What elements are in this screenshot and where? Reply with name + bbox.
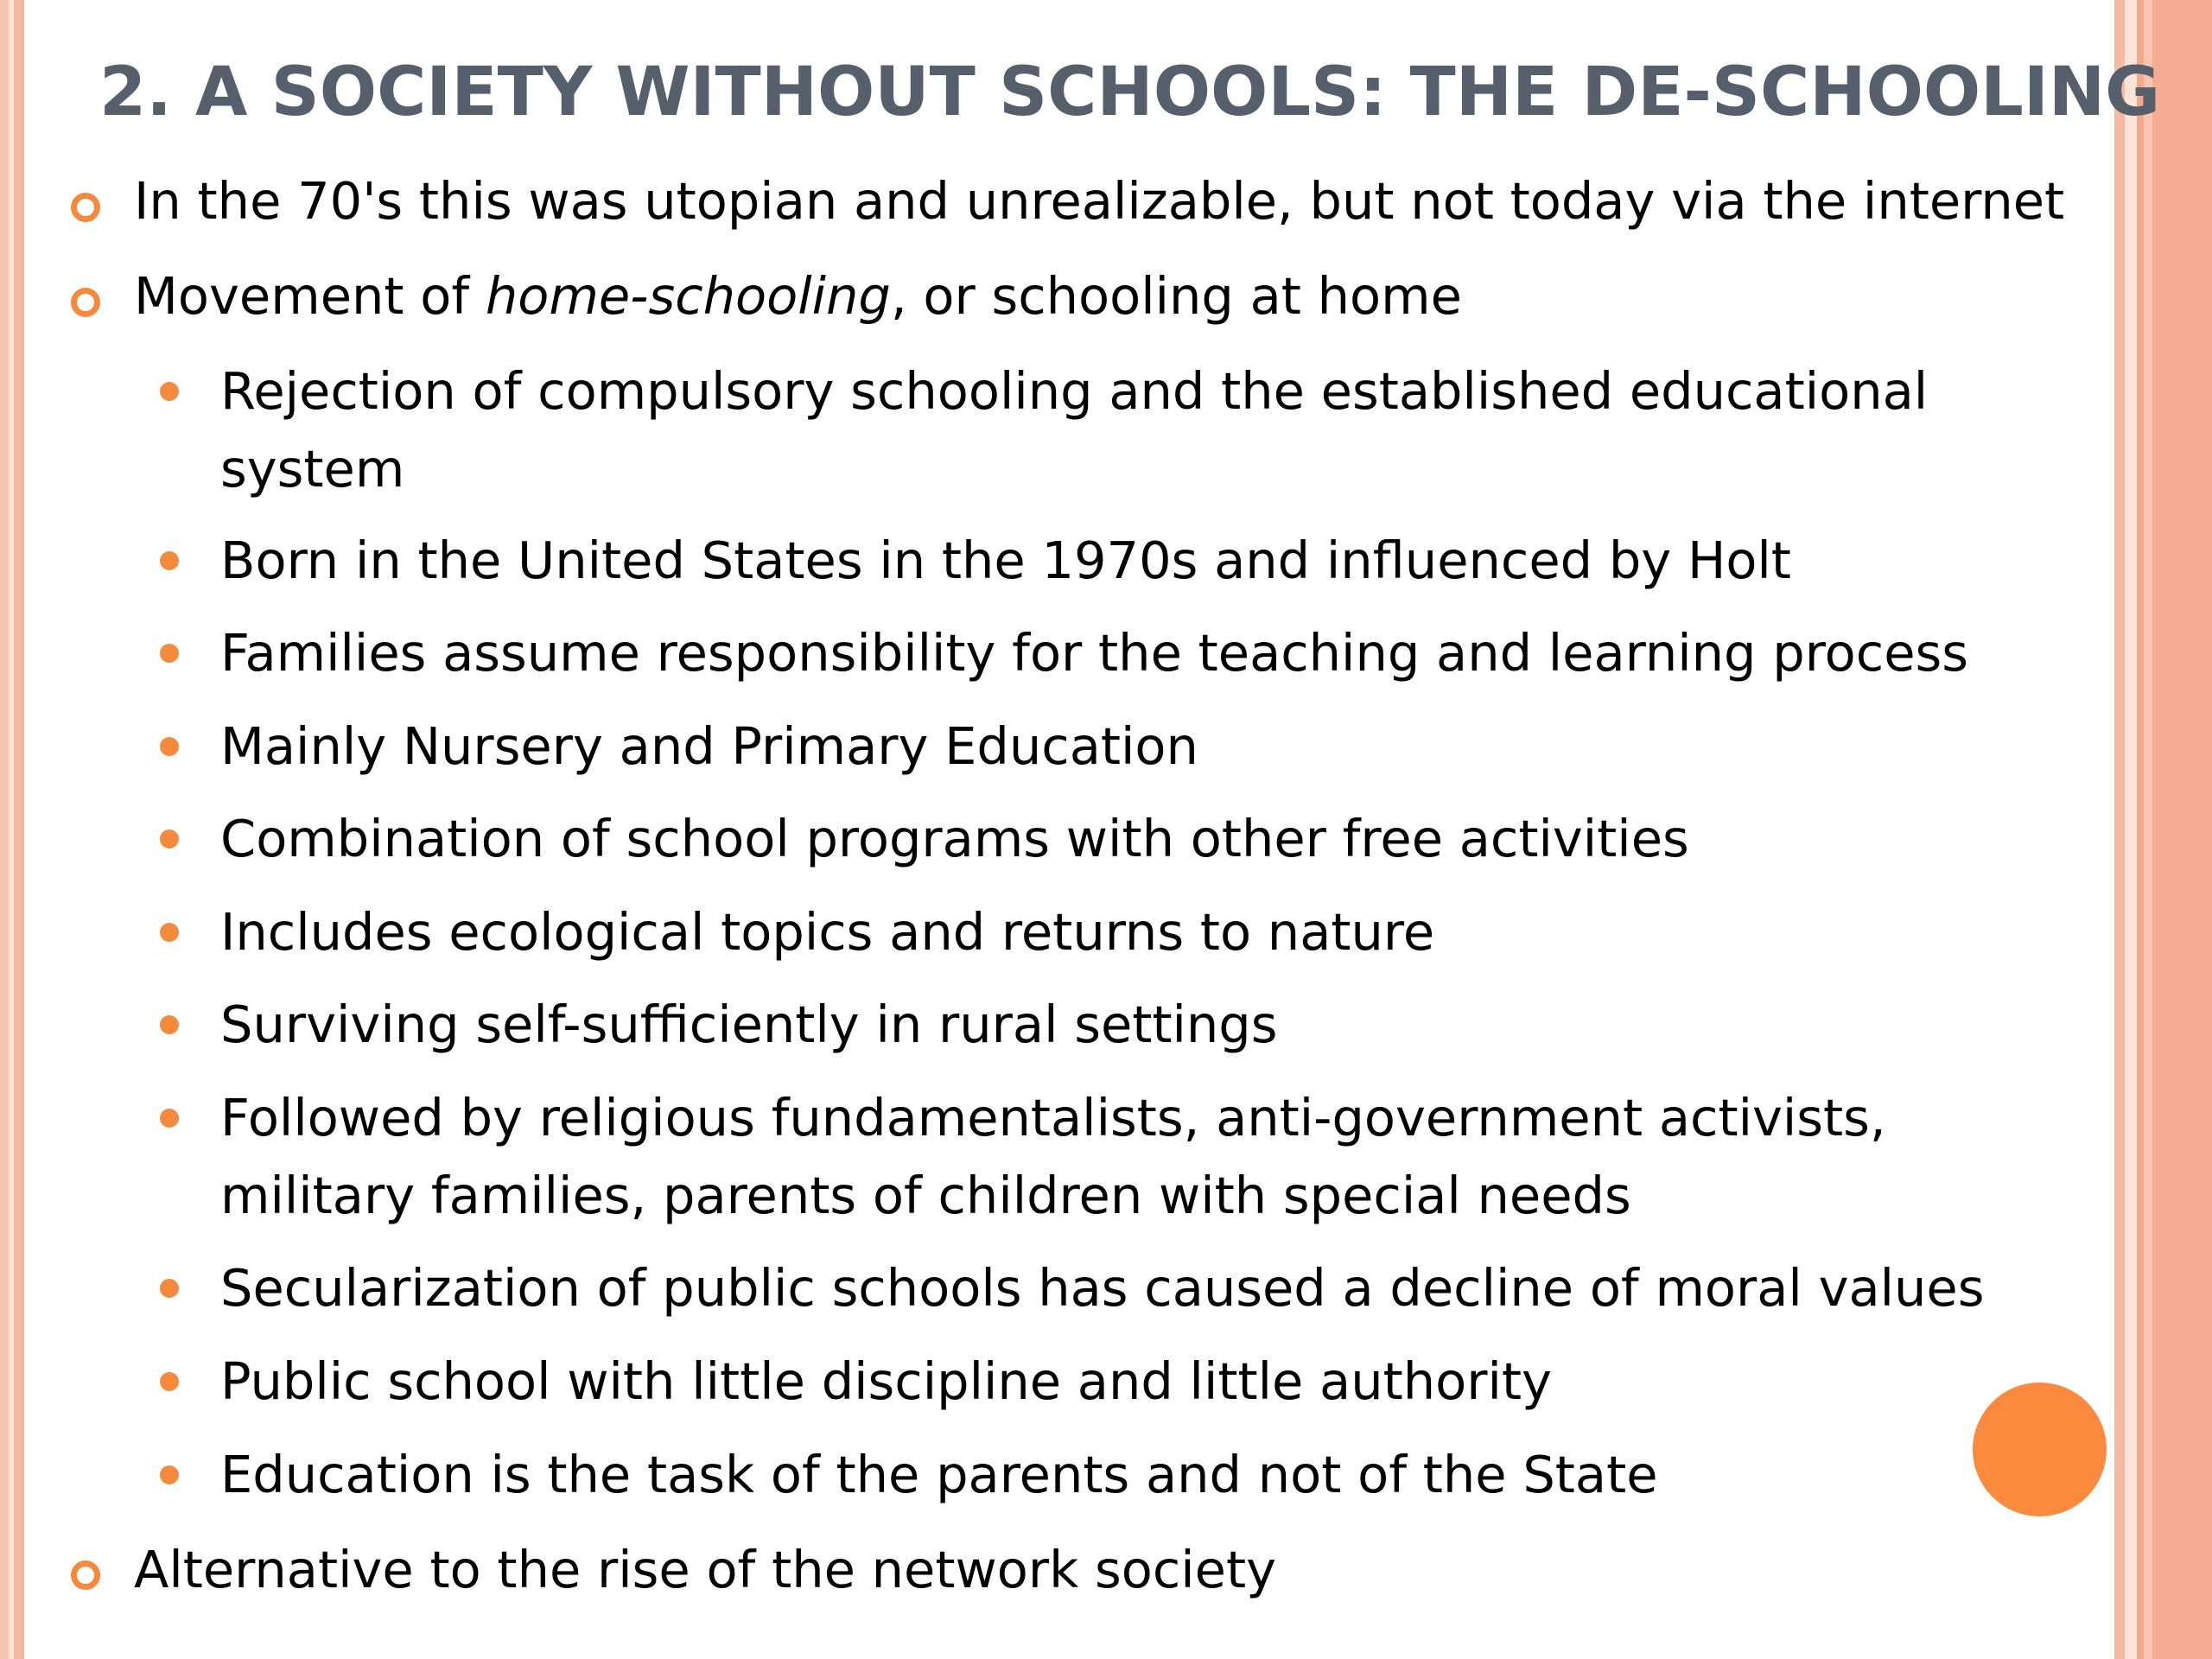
right-border-gap xyxy=(2125,0,2137,1659)
sub-bullet-item: Mainly Nursery and Primary Education xyxy=(220,716,1198,776)
ring-bullet-icon xyxy=(71,288,100,317)
sub-bullet-item: Secularization of public schools has caused a decline of moral values xyxy=(220,1258,1985,1318)
sub-bullet-item: Education is the task of the parents and not of the State xyxy=(220,1445,1658,1504)
dot-bullet-icon xyxy=(160,551,179,570)
sub-bullet-item: Rejection of compulsory schooling and the established educational system xyxy=(220,361,1929,499)
ring-bullet-icon xyxy=(71,193,100,222)
bullet-item: In the 70's this was utopian and unrealizable, but not today via the internet xyxy=(134,171,2065,231)
dot-bullet-icon xyxy=(160,1109,179,1128)
dot-bullet-icon xyxy=(160,1465,179,1484)
dot-bullet-icon xyxy=(160,830,179,849)
dot-bullet-icon xyxy=(160,382,179,401)
bullet-text-italic: home-schooling xyxy=(485,266,891,326)
dot-bullet-icon xyxy=(160,1279,179,1298)
dot-bullet-icon xyxy=(160,644,179,663)
dot-bullet-icon xyxy=(160,1372,179,1391)
sub-bullet-item: Born in the United States in the 1970s and influenced by Holt xyxy=(220,531,1791,590)
sub-bullet-item: Surviving self-sufficiently in rural settings xyxy=(220,995,1278,1054)
dot-bullet-icon xyxy=(160,1015,179,1034)
right-border-inner xyxy=(2114,0,2125,1659)
bullet-item: Alternative to the rise of the network society xyxy=(134,1540,1277,1599)
bullet-text-part: , or schooling at home xyxy=(890,266,1462,326)
sub-bullet-item: Public school with little discipline and little authority xyxy=(220,1351,1552,1411)
bullet-text-part: Movement of xyxy=(134,266,486,326)
sub-bullet-item: Families assume responsibility for the teaching and learning process xyxy=(220,623,1968,683)
ring-bullet-icon xyxy=(71,1560,100,1590)
sub-bullet-item: Includes ecological topics and returns to nature xyxy=(220,902,1435,962)
dot-bullet-icon xyxy=(160,923,179,942)
orange-circle-icon xyxy=(1973,1382,2107,1516)
bullet-item xyxy=(134,257,2104,335)
dot-bullet-icon xyxy=(160,737,179,756)
right-border-outer xyxy=(2137,0,2212,1659)
sub-bullet-item: Followed by religious fundamentalists, anti-government activists, military families, parents of children with special needs xyxy=(220,1088,1886,1225)
sub-bullet-item: Combination of school programs with other free activities xyxy=(220,809,1689,868)
slide-title: 2. A SOCIETY WITHOUT SCHOOLS: THE DE-SCHOOLING xyxy=(99,54,2161,131)
left-border-decoration xyxy=(0,0,24,1659)
